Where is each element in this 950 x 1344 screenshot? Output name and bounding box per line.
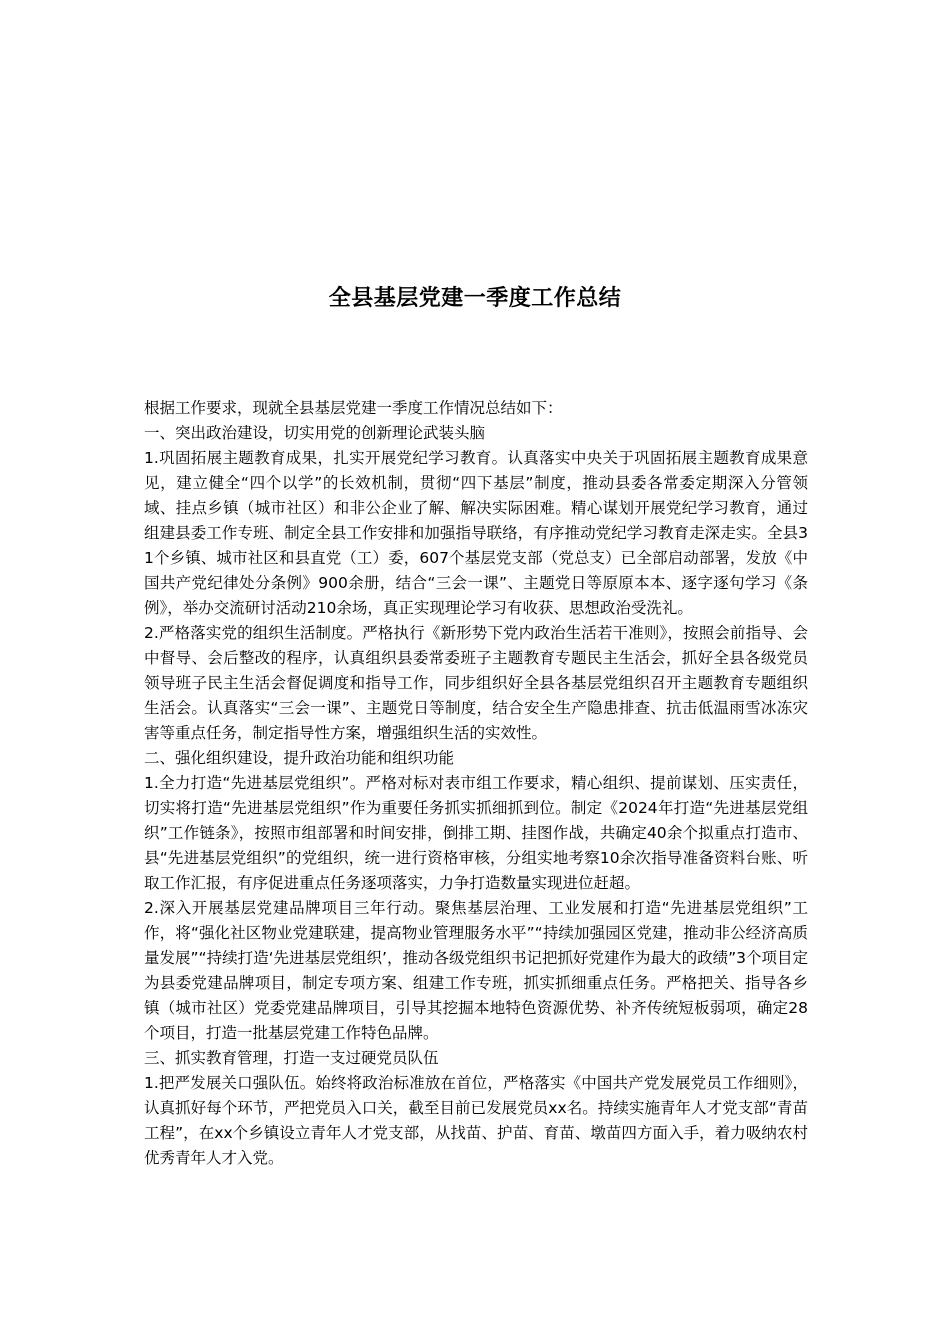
paragraph-2-2: 2.深入开展基层党建品牌项目三年行动。聚焦基层治理、工业发展和打造“先进基层党组织”工作，将“强化社区物业党建联建，提高物业管理服务水平”“持续加强园区党建，推动非公经济高质量发展”“持续打造‘先进基层党组织’，推动各级党组织书记把抓好党建作为最大的政绩”3个项目定为县委党建品牌项目，制定专项方案、组建工作专班，抓实抓细重点任务。严格把关、指导各乡镇（城市社区）党委党建品牌项目，引导其挖掘本地特色资源优势、补齐传统短板弱项，确定28个项目，打造一批基层党建工作特色品牌。 (144, 899, 808, 1042)
document-body (144, 396, 808, 1171)
paragraph-3-1: 1.把严发展关口强队伍。始终将政治标准放在首位，严格落实《中国共产党发展党员工作细则》，认真抓好每个环节，严把党员入口关，截至目前已发展党员xx名。持续实施青年人才党支部“青苗工程”，在xx个乡镇设立青年人才党支部，从找苗、护苗、育苗、墩苗四方面入手，着力吸纳农村优秀青年人才入党。 (144, 1074, 808, 1167)
section-heading-1: 一、突出政治建设，切实用党的创新理论武装头脑 (144, 424, 486, 442)
paragraph-1-1: 1.巩固拓展主题教育成果，扎实开展党纪学习教育。认真落实中央关于巩固拓展主题教育成果意见，建立健全“四个以学”的长效机制，贯彻“四下基层”制度，推动县委各常委定期深入分管领域、挂点乡镇（城市社区）和非公企业了解、解决实际困难。精心谋划开展党纪学习教育，通过组建县委工作专班、制定全县工作安排和加强指导联络，有序推动党纪学习教育走深走实。全县31个乡镇、城市社区和县直党（工）委，607个基层党支部（党总支）已全部启动部署，发放《中国共产党纪律处分条例》900余册，结合“三会一课”、主题党日等原原本本、逐字逐句学习《条例》，举办交流研讨活动210余场，真正实现理论学习有收获、思想政治受洗礼。 (144, 449, 808, 617)
document-title: 全县基层党建一季度工作总结 (328, 286, 622, 311)
section-heading-3: 三、抓实教育管理，打造一支过硬党员队伍 (144, 1049, 439, 1067)
paragraph-1-2: 2.严格落实党的组织生活制度。严格执行《新形势下党内政治生活若干准则》，按照会前指导、会中督导、会后整改的程序，认真组织县委常委班子主题教育专题民主生活会，抓好全县各级党员领导班子民主生活会督促调度和指导工作，同步组织好全县各基层党组织召开主题教育专题组织生活会。认真落实“三会一课”、主题党日等制度，结合安全生产隐患排查、抗击低温雨雪冰冻灾害等重点任务，制定指导性方案，增强组织生活的实效性。 (144, 624, 808, 742)
section-heading-2: 二、强化组织建设，提升政治功能和组织功能 (144, 749, 455, 767)
paragraph-2-1: 1.全力打造“先进基层党组织”。严格对标对表市组工作要求，精心组织、提前谋划、压实责任，切实将打造“先进基层党组织”作为重要任务抓实抓细抓到位。制定《2024年打造“先进基层党组织”工作链条》，按照市组部署和时间安排，倒排工期、挂图作战，共确定40余个拟重点打造市、县“先进基层党组织”的党组织，统一进行资格审核，分组实地考察10余次指导准备资料台账、听取工作汇报，有序促进重点任务逐项落实，力争打造数量实现进位赶超。 (144, 774, 808, 892)
intro-paragraph: 根据工作要求，现就全县基层党建一季度工作情况总结如下： (144, 399, 563, 417)
